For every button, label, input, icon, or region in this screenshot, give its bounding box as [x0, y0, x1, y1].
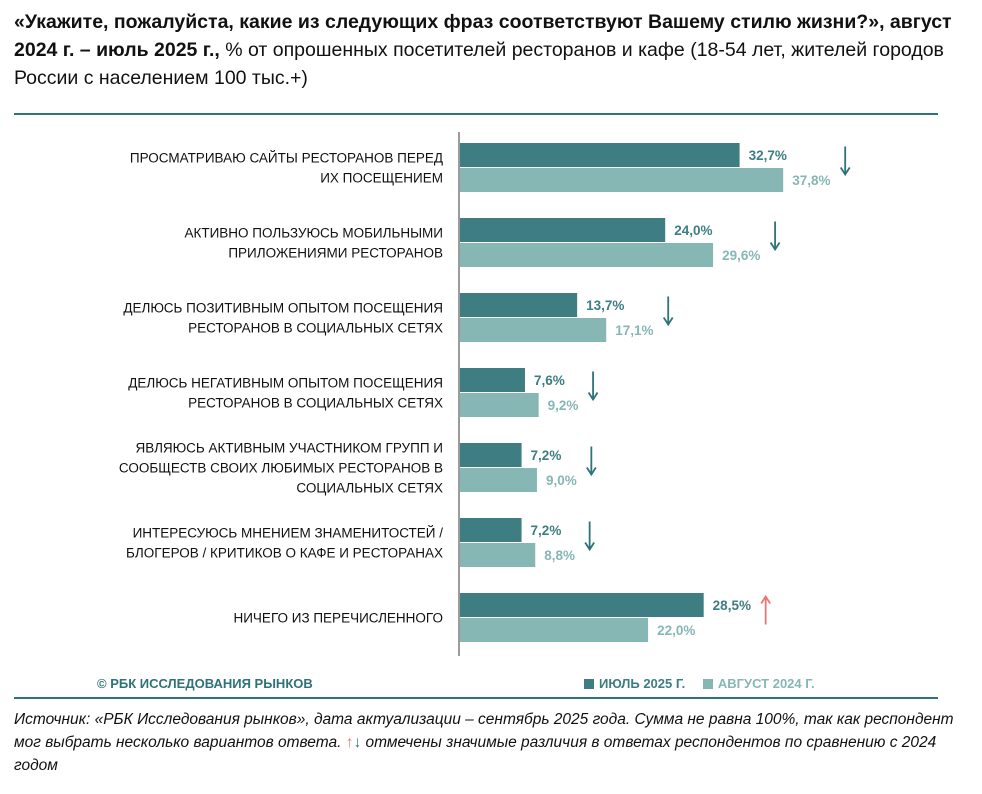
legend-item-2025	[584, 676, 685, 691]
data-label-2024: 8,8%	[544, 548, 576, 563]
category-label: ДЕЛЮСЬ ПОЗИТИВНЫМ ОПЫТОМ ПОСЕЩЕНИЯ	[123, 300, 443, 316]
data-label-2024: 17,1%	[615, 323, 654, 338]
category-label: РЕСТОРАНОВ В СОЦИАЛЬНЫХ СЕТЯХ	[188, 395, 443, 411]
category-label: АКТИВНО ПОЛЬЗУЮСЬ МОБИЛЬНЫМИ	[184, 225, 443, 241]
legend-swatch-2024	[703, 679, 713, 689]
data-label-2024: 9,0%	[545, 473, 577, 488]
bar-2025	[460, 443, 522, 467]
data-label-2025: 28,5%	[712, 598, 751, 613]
up-arrow-icon: ↑	[345, 734, 354, 751]
bar-2024	[460, 168, 783, 192]
category-label: ДЕЛЮСЬ НЕГАТИВНЫМ ОПЫТОМ ПОСЕЩЕНИЯ	[128, 375, 443, 391]
title-bold: «Укажите, пожалуйста, какие из следующих фраз соответствуют Вашему стилю жизни?», август 2024 г. – июль 2025 г.,	[14, 11, 952, 61]
bar-2024	[460, 318, 606, 342]
bar-2024	[460, 393, 539, 417]
category-label: СОЦИАЛЬНЫХ СЕТЯХ	[296, 480, 443, 496]
category-label: ЯВЛЯЮСЬ АКТИВНЫМ УЧАСТНИКОМ ГРУПП И	[135, 440, 443, 456]
bar-2025	[460, 143, 740, 167]
bottom-divider	[14, 697, 938, 699]
footer-brand: © РБК ИССЛЕДОВАНИЯ РЫНКОВ	[97, 676, 313, 691]
legend-item-2024	[703, 676, 815, 691]
title-normal: % от опрошенных посетителей ресторанов и кафе (18-54 лет, жителей городов России с населением 100 тыс.+)	[14, 39, 944, 89]
data-label-2025: 24,0%	[674, 223, 713, 238]
data-label-2025: 7,2%	[530, 523, 562, 538]
bar-2024	[460, 618, 648, 642]
legend	[584, 676, 829, 692]
down-arrow-icon: ↓	[353, 734, 362, 751]
legend-label-2024: АВГУСТ 2024 Г.	[717, 676, 815, 691]
bar-2024	[460, 468, 537, 492]
data-label-2024: 22,0%	[657, 623, 696, 638]
category-label: ИНТЕРЕСУЮСЬ МНЕНИЕМ ЗНАМЕНИТОСТЕЙ /	[132, 525, 443, 541]
bar-2025	[460, 593, 704, 617]
data-label-2024: 9,2%	[547, 398, 579, 413]
category-label: СООБЩЕСТВ СВОИХ ЛЮБИМЫХ РЕСТОРАНОВ В	[118, 460, 443, 476]
bar-2025	[460, 218, 665, 242]
bar-2025	[460, 293, 577, 317]
category-label: НИЧЕГО ИЗ ПЕРЕЧИСЛЕННОГО	[233, 610, 443, 626]
category-label: БЛОГЕРОВ / КРИТИКОВ О КАФЕ И РЕСТОРАНАХ	[126, 545, 443, 561]
bar-2024	[460, 543, 535, 567]
data-label-2024: 37,8%	[792, 173, 831, 188]
category-label: ПРОСМАТРИВАЮ САЙТЫ РЕСТОРАНОВ ПЕРЕД	[129, 150, 443, 166]
category-label: ИХ ПОСЕЩЕНИЕМ	[320, 170, 443, 186]
data-label-2025: 7,2%	[530, 448, 562, 463]
source-text-1: Источник: «РБК Исследования рынков», дата актуализации – сентябрь 2025 года. Сумма не равна 100%, так как респондент мог выбрать несколько вариантов ответа.	[14, 711, 954, 751]
category-label: РЕСТОРАНОВ В СОЦИАЛЬНЫХ СЕТЯХ	[188, 320, 443, 336]
data-label-2025: 13,7%	[586, 298, 625, 313]
legend-swatch-2025	[584, 679, 594, 689]
bar-2025	[460, 518, 522, 542]
legend-label-2025: ИЮЛЬ 2025 Г.	[599, 676, 686, 691]
bar-2024	[460, 243, 713, 267]
data-label-2024: 29,6%	[722, 248, 761, 263]
data-label-2025: 7,6%	[533, 373, 565, 388]
bar-2025	[460, 368, 525, 392]
category-label: ПРИЛОЖЕНИЯМИ РЕСТОРАНОВ	[228, 245, 443, 261]
data-label-2025: 32,7%	[748, 148, 787, 163]
source-note	[14, 708, 964, 777]
source-text-2: отмечены значимые различия в ответах респондентов по сравнению с 2024 годом	[14, 734, 937, 774]
